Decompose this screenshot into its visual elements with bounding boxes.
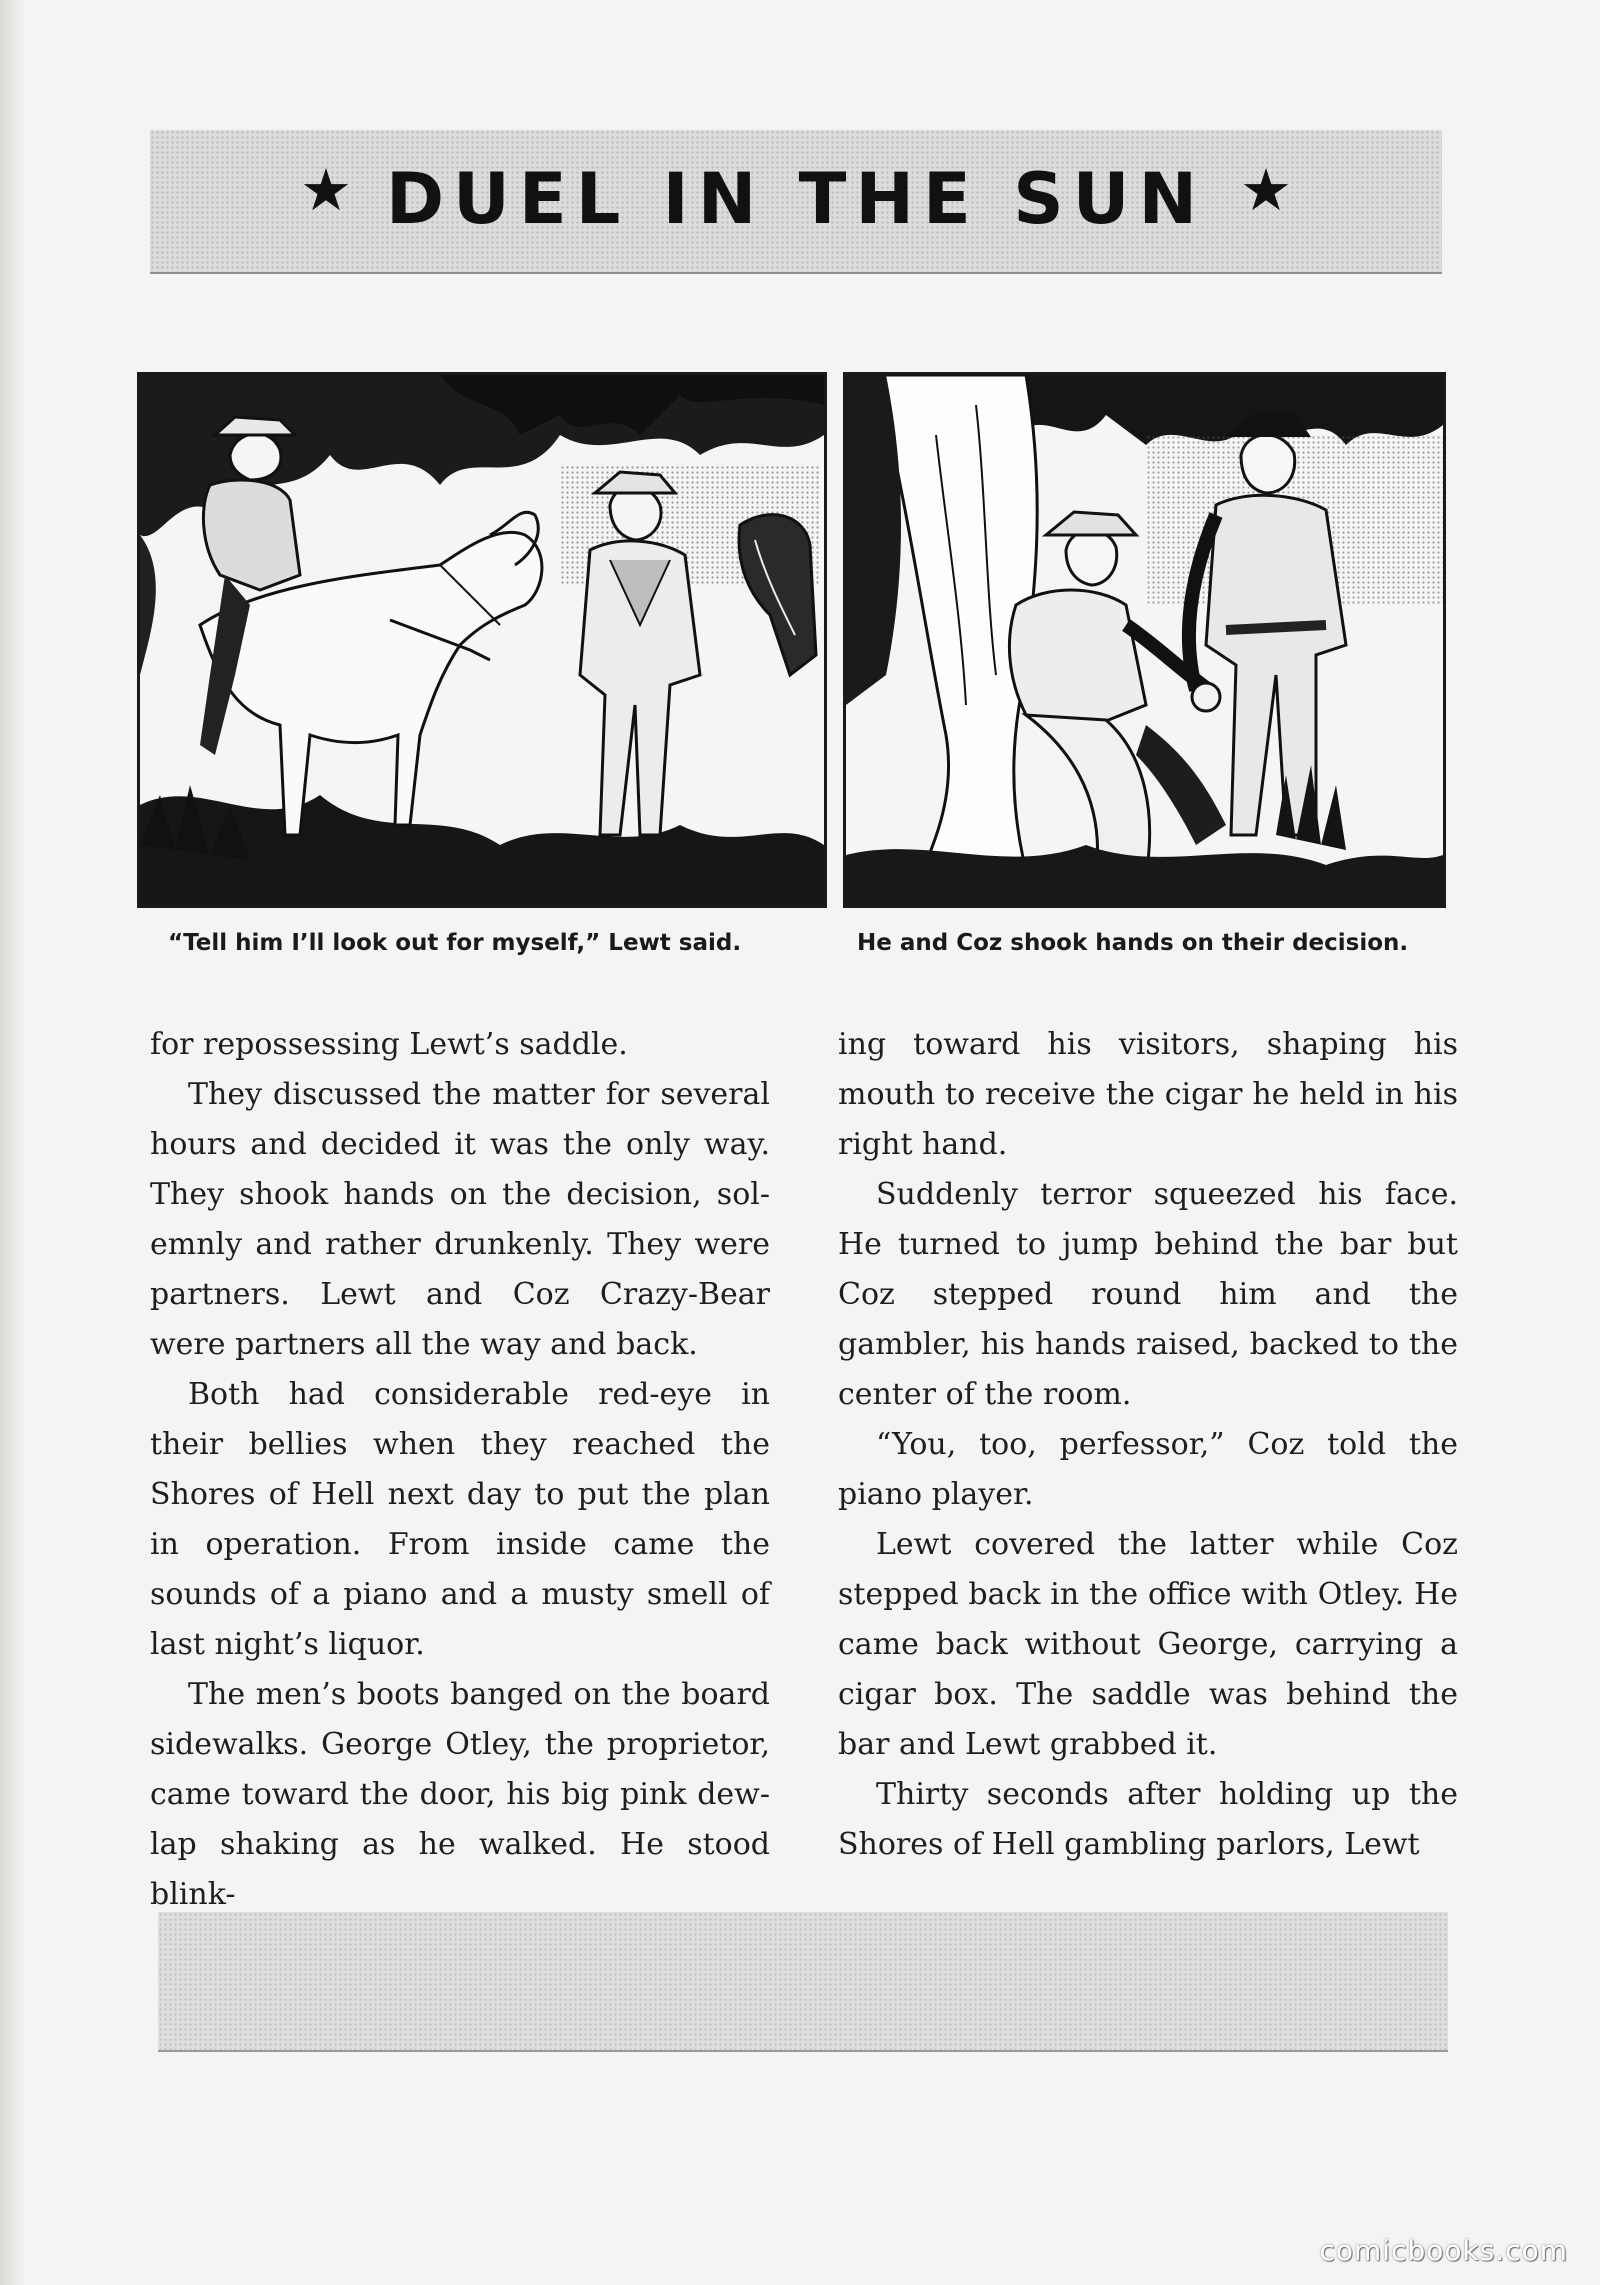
illustration-handshake: [843, 372, 1446, 908]
article-paragraph: ing toward his visitors, shaping his mouth to receive the cigar he held in his right hand.: [838, 1027, 1458, 1162]
page-edge-shadow: [0, 0, 26, 2285]
article-column-right: [838, 1020, 1458, 1870]
article-paragraph: for repossessing Lewt’s saddle.: [150, 1027, 628, 1062]
article-paragraph: Suddenly terror squeezed his face. He turned to jump behind the bar but Coz stepped round him and the gambler, his hands raised, backed to the center of the room.: [838, 1177, 1458, 1412]
article-paragraph: “You, too, perfessor,” Coz told the piano player.: [838, 1427, 1458, 1512]
article-paragraph: Lewt covered the latter while Coz stepped back in the office with Otley. He came back without George, carrying a cigar box. The saddle was behind the bar and Lewt grabbed it.: [838, 1527, 1458, 1762]
article-paragraph: The men’s boots banged on the board sidewalks. George Otley, the proprietor, came toward the door, his big pink dewlap shaking as he walked. He stood blink-: [150, 1677, 770, 1912]
title-banner: [150, 130, 1442, 274]
illustration-caption: He and Coz shook hands on their decision.: [857, 930, 1409, 956]
article-column-left: [150, 1020, 770, 1920]
illustration-caption: “Tell him I’ll look out for myself,” Lewt said.: [168, 930, 742, 956]
page-title: DUEL IN THE SUN: [385, 158, 1207, 240]
article-paragraph: They discussed the matter for several hours and decided it was the only way. They shook hands on the decision, solemnly and rather drunkenly. They were partners. Lewt and Coz Crazy-Bear were partners all the way and back.: [150, 1077, 770, 1362]
star-icon: ★: [300, 156, 352, 224]
site-watermark: comicbooks.com: [1319, 2234, 1568, 2267]
star-icon: ★: [1240, 156, 1292, 224]
illustration-riders: [137, 372, 827, 908]
article-paragraph: Thirty seconds after holding up the Shores of Hell gambling parlors, Lewt: [838, 1777, 1458, 1862]
article-paragraph: Both had considerable red-eye in their bellies when they reached the Shores of Hell next day to put the plan in operation. From inside came the sounds of a piano and a musty smell of last night’s liquor.: [150, 1377, 770, 1662]
footer-banner: [158, 1912, 1448, 2052]
